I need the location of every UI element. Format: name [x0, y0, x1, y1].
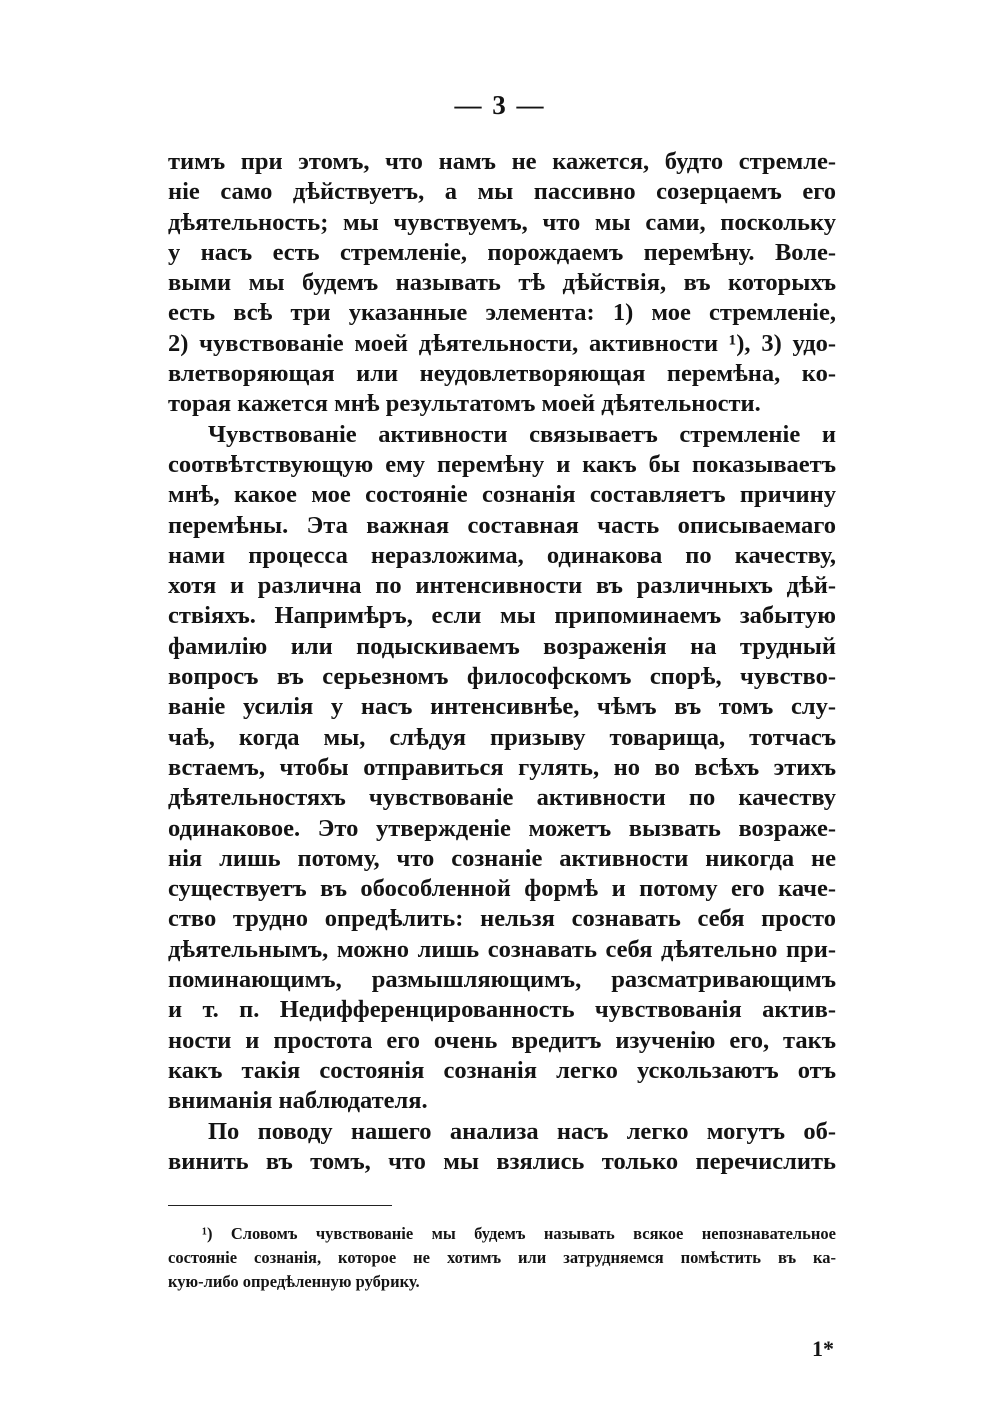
- text-line: нами процесса неразложима, одинакова по качеству,: [168, 541, 836, 569]
- footnote-line: состояніе сознанія, которое не хотимъ или затрудняемся помѣстить въ ка-: [168, 1248, 836, 1267]
- text-line: выми мы будемъ называть тѣ дѣйствія, въ которыхъ: [168, 269, 836, 297]
- text-line: торая кажется мнѣ результатомъ моей дѣятельности.: [168, 390, 761, 418]
- main-text: [168, 147, 836, 1177]
- text-line: поминающимъ, размышляющимъ, разсматривающимъ: [168, 966, 836, 994]
- text-line: хотя и различна по интенсивности въ различныхъ дѣй-: [168, 572, 836, 600]
- text-line: ваніе усилія у насъ интенсивнѣе, чѣмъ въ томъ слу-: [168, 693, 836, 721]
- text-line: чаѣ, когда мы, слѣдуя призыву товарища, тотчасъ: [168, 723, 836, 751]
- paragraph-start-line: По поводу нашего анализа насъ легко могутъ об-: [208, 1117, 836, 1145]
- text-line: нія лишь потому, что сознаніе активности никогда не: [168, 844, 836, 872]
- signature-mark: 1*: [812, 1336, 834, 1361]
- footnote-line: ¹) Словомъ чувствованіе мы будемъ называть всякое непознавательное: [202, 1224, 836, 1243]
- text-line: у насъ есть стремленіе, порождаемъ перемѣну. Воле-: [168, 238, 836, 266]
- text-line: дѣятельностяхъ чувствованіе активности по качеству: [168, 784, 836, 812]
- text-line: какъ такія состоянія сознанія легко ускользаютъ отъ: [168, 1056, 836, 1084]
- footnote-divider: [168, 1205, 392, 1206]
- text-line: одинаковое. Это утвержденіе можетъ вызвать возраже-: [168, 814, 836, 842]
- paragraph-start-line: Чувствованіе активности связываетъ стремленіе и: [208, 420, 836, 448]
- text-line: ствіяхъ. Напримѣръ, если мы припоминаемъ забытую: [168, 602, 836, 630]
- text-line: мнѣ, какое мое состояніе сознанія составляетъ причину: [168, 481, 836, 509]
- text-line: вопросъ въ серьезномъ философскомъ спорѣ, чувство-: [168, 663, 836, 691]
- text-line: встаемъ, чтобы отправиться гулять, но во всѣхъ этихъ: [168, 753, 836, 781]
- text-line: дѣятельнымъ, можно лишь сознавать себя дѣятельно при-: [168, 935, 836, 963]
- text-line: есть всѣ три указанные элемента: 1) мое стремленіе,: [168, 299, 836, 327]
- text-line: ніе само дѣйствуетъ, а мы пассивно созерцаемъ его: [168, 178, 836, 206]
- text-line: соотвѣтствующую ему перемѣну и какъ бы показываетъ: [168, 450, 836, 478]
- text-line: тимъ при этомъ, что намъ не кажется, будто стремле-: [168, 148, 836, 175]
- footnote: [168, 1222, 836, 1294]
- page-number-header: — 3 —: [454, 90, 546, 120]
- footnote-line: кую-либо опредѣленную рубрику.: [168, 1272, 420, 1291]
- text-line: 2) чувствованіе моей дѣятельности, активности ¹), 3) удо-: [168, 329, 836, 357]
- text-line: и т. п. Недифференцированность чувствованія актив-: [168, 996, 836, 1024]
- text-line: ство трудно опредѣлить: нельзя сознавать себя просто: [168, 905, 836, 933]
- text-line: винить въ томъ, что мы взялись только перечислить: [168, 1147, 836, 1175]
- text-line: существуетъ въ обособленной формѣ и потому его каче-: [168, 875, 836, 903]
- text-line: вниманія наблюдателя.: [168, 1087, 428, 1115]
- text-line: фамилію или подыскиваемъ возраженія на трудный: [168, 632, 836, 660]
- text-line: дѣятельность; мы чувствуемъ, что мы сами, поскольку: [168, 208, 836, 236]
- text-line: ности и простота его очень вредитъ изученію его, такъ: [168, 1026, 836, 1054]
- text-line: влетворяющая или неудовлетворяющая перемѣна, ко-: [168, 360, 836, 388]
- text-line: перемѣны. Эта важная составная часть описываемаго: [168, 511, 836, 539]
